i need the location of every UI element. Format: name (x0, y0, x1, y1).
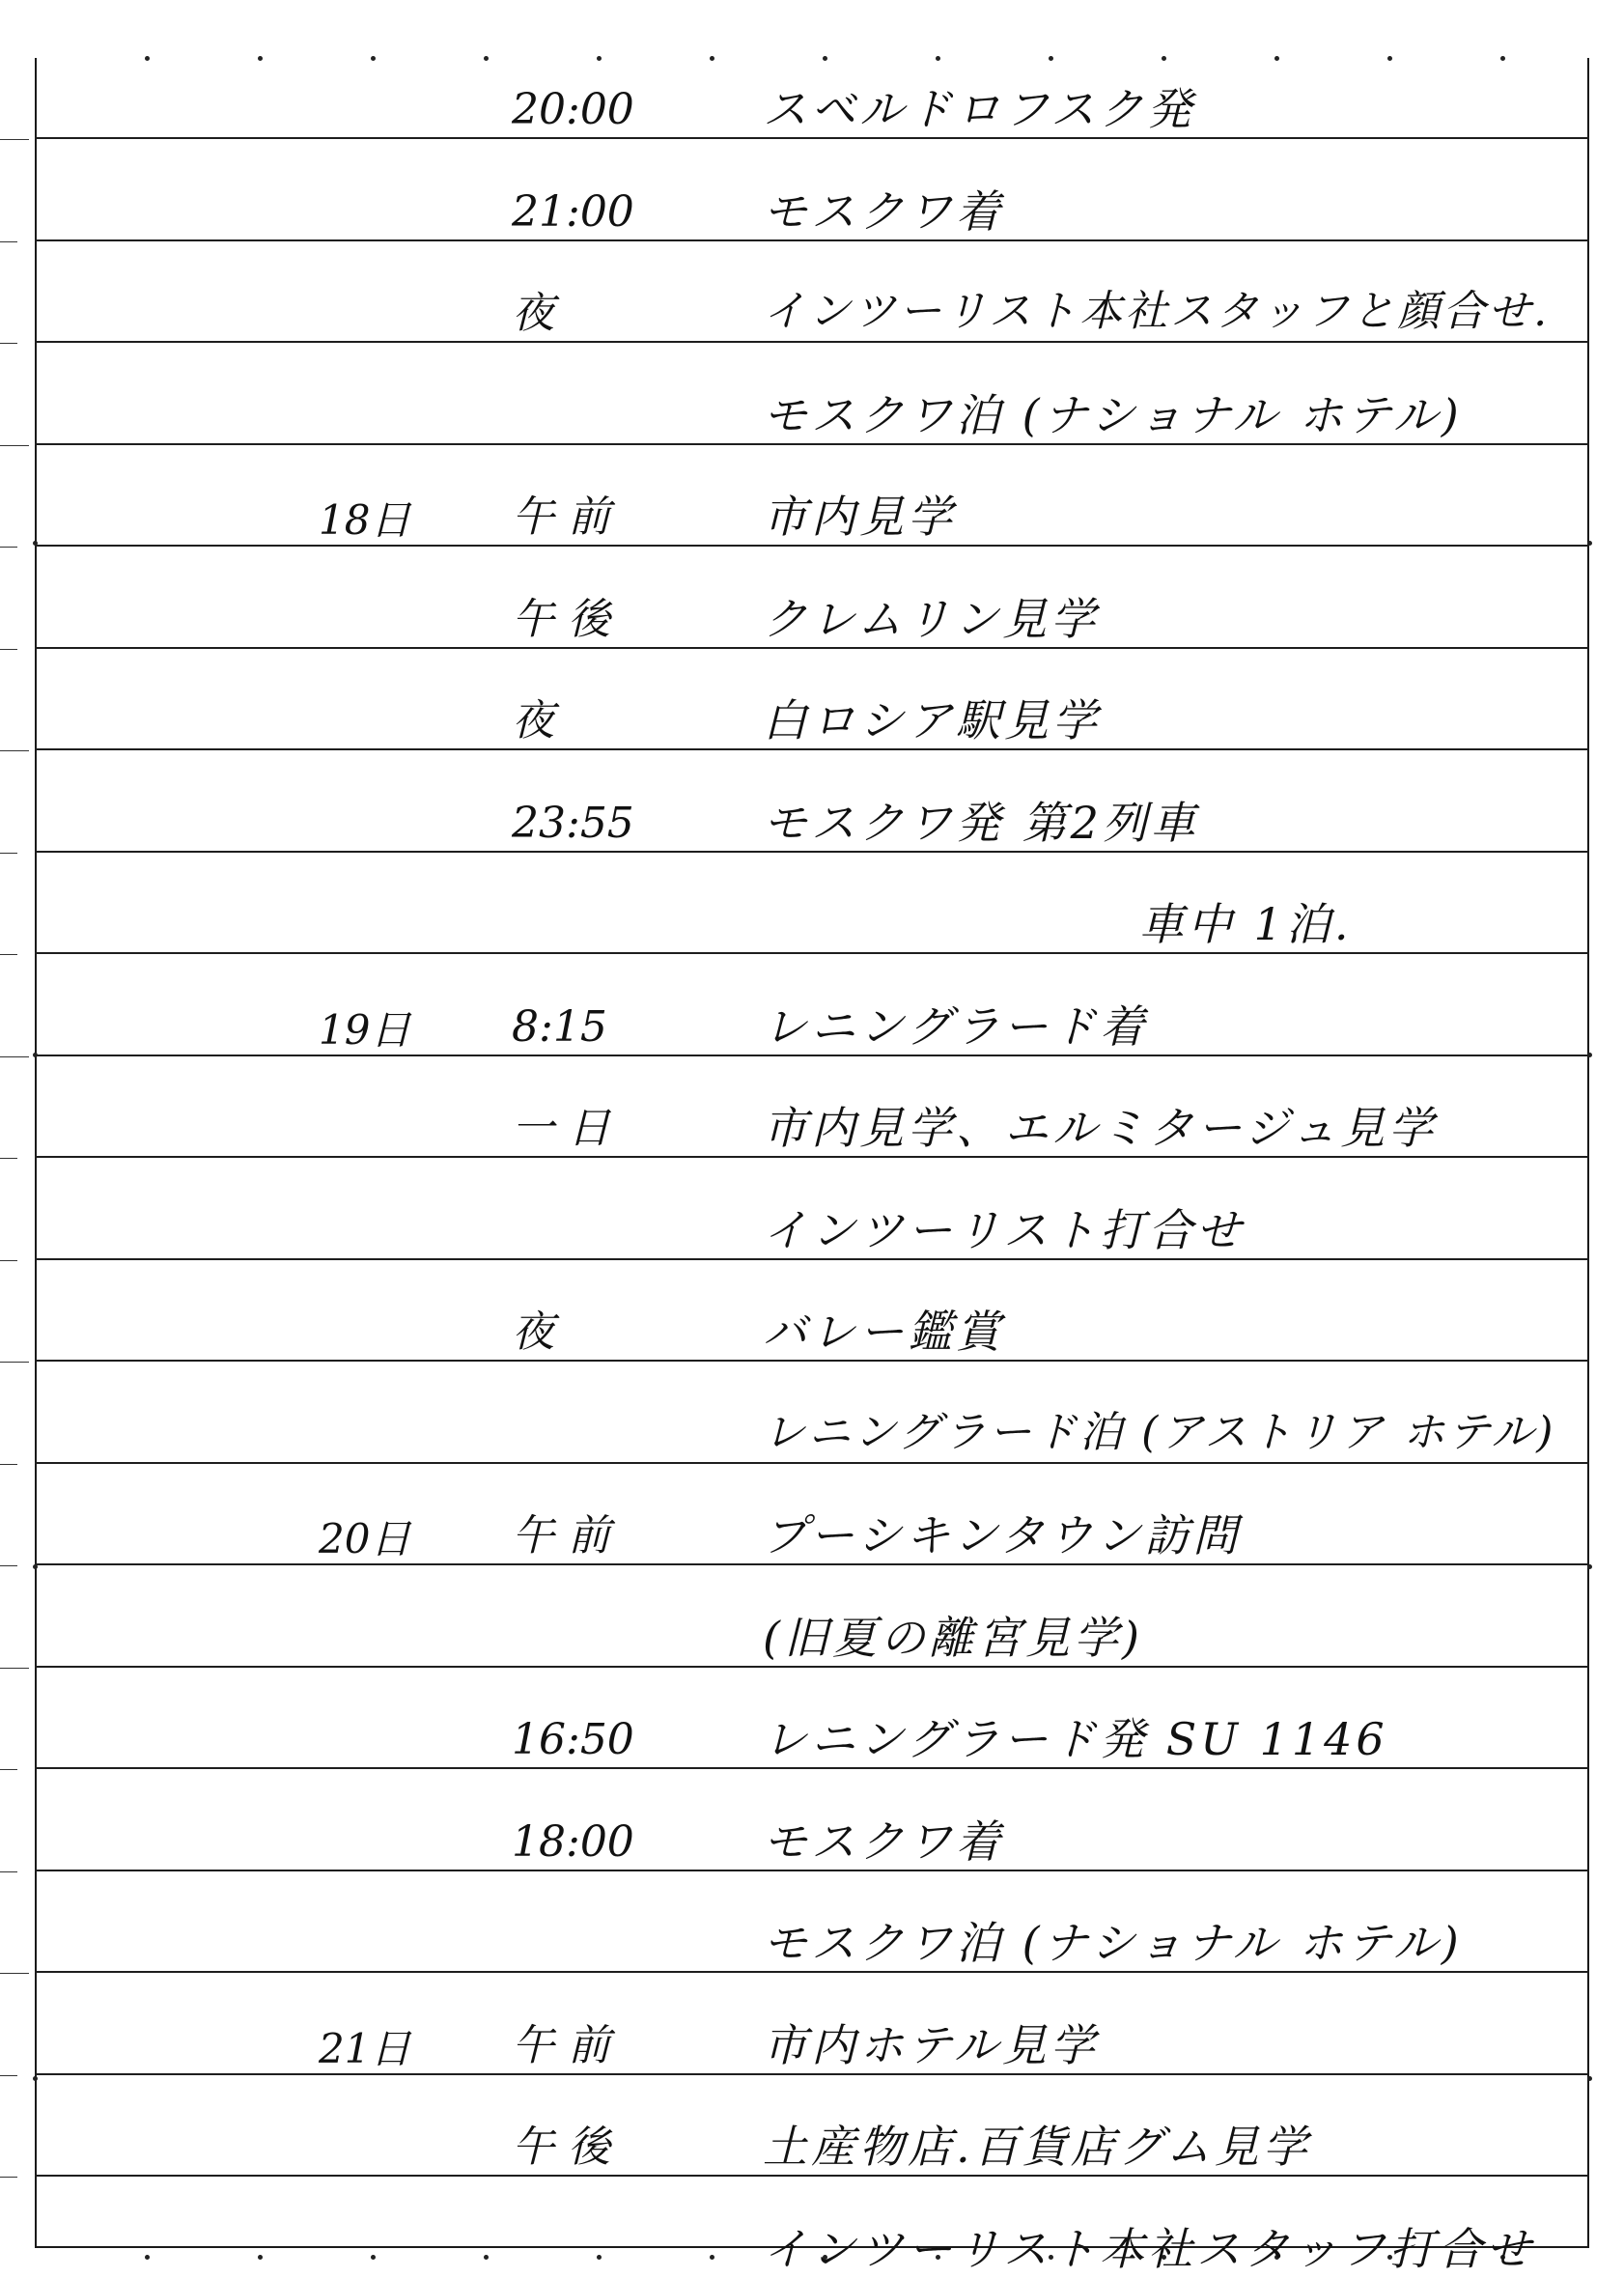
schedule-text: レニングラード着 (763, 999, 1149, 1053)
ruled-line (35, 443, 1589, 445)
ruled-line (35, 2073, 1589, 2075)
schedule-time: 一 日 (512, 1104, 610, 1153)
schedule-time: 夜 (512, 289, 554, 338)
binding-dot (597, 56, 602, 61)
binding-dot (145, 2255, 150, 2260)
schedule-time: 午 前 (512, 492, 610, 542)
ruled-line (35, 952, 1589, 954)
schedule-time: 18:00 (512, 1816, 634, 1867)
margin-mark (0, 1056, 29, 1057)
schedule-time: 午 前 (512, 2020, 610, 2070)
binding-dot (258, 56, 263, 61)
ruled-line (35, 545, 1589, 547)
margin-mark (0, 1260, 17, 1261)
schedule-time: 午 後 (512, 2123, 610, 2172)
schedule-text: バレー鑑賞 (763, 1306, 1004, 1358)
binding-dot (1500, 56, 1505, 61)
margin-mark (0, 750, 29, 751)
binding-dot (710, 56, 714, 61)
ruled-line (35, 1767, 1589, 1769)
margin-mark (0, 241, 17, 242)
margin-mark (0, 1668, 29, 1669)
ruled-line (35, 647, 1589, 649)
margin-mark (0, 1464, 17, 1465)
schedule-date: 20日 (319, 1515, 411, 1562)
ruled-line (35, 1156, 1589, 1158)
binding-dot (258, 2255, 263, 2260)
schedule-time: 夜 (512, 1308, 554, 1357)
ruled-line (35, 1258, 1589, 1260)
binding-dot (597, 2255, 602, 2260)
schedule-text: 白ロシア駅見学 (763, 694, 1101, 746)
schedule-text: スベルドロフスク発 (763, 83, 1196, 135)
schedule-time: 23:55 (512, 798, 634, 848)
margin-mark (0, 445, 29, 446)
margin-mark (0, 1973, 29, 1974)
ruled-line (35, 851, 1589, 853)
margin-mark (0, 954, 17, 955)
ruled-line (35, 341, 1589, 343)
schedule-time: 午 前 (512, 1511, 610, 1561)
binding-dot (371, 56, 376, 61)
binding-dot (710, 2255, 714, 2260)
margin-mark (0, 1769, 17, 1770)
binding-dot (371, 2255, 376, 2260)
binding-dot (484, 2255, 489, 2260)
ruled-line (35, 2175, 1589, 2177)
schedule-text: インツーリスト打合せ (763, 1203, 1246, 1256)
ruled-line (35, 1360, 1589, 1362)
schedule-time: 21:00 (512, 186, 634, 237)
margin-mark (0, 1871, 17, 1872)
schedule-text: モスクワ泊 (ナショナル ホテル) (763, 1917, 1463, 1969)
binding-dot (484, 56, 489, 61)
ruled-line (35, 1462, 1589, 1464)
edge-dot (33, 541, 38, 546)
schedule-time: 16:50 (512, 1715, 634, 1764)
schedule-time: 8:15 (512, 1001, 607, 1052)
edge-dot (1587, 1564, 1592, 1569)
schedule-time: 夜 (512, 696, 554, 745)
schedule-text: 市内見学、エルミタージュ見学 (763, 1102, 1438, 1154)
schedule-text: インツーリスト本社スタッフと顔合せ. (763, 287, 1551, 336)
binding-dot (823, 56, 827, 61)
margin-mark (0, 1158, 17, 1159)
margin-mark (0, 139, 29, 140)
margin-mark (0, 2075, 17, 2076)
binding-dot (1387, 56, 1392, 61)
schedule-text: 市内ホテル見学 (763, 2018, 1099, 2071)
schedule-text: モスクワ着 (763, 1814, 1004, 1868)
margin-mark (0, 343, 17, 344)
schedule-time: 20:00 (512, 85, 634, 134)
margin-mark (0, 1362, 29, 1363)
ruled-line (35, 1055, 1589, 1056)
schedule-text: インツーリスト本社スタッフ打合せ (763, 2222, 1535, 2275)
schedule-text: 車中 1泊. (1139, 898, 1353, 950)
binding-dot (936, 56, 940, 61)
margin-mark (0, 1565, 17, 1566)
edge-dot (33, 1564, 38, 1569)
edge-dot (1587, 2076, 1592, 2081)
ruled-line (35, 239, 1589, 241)
edge-dot (33, 2076, 38, 2081)
ruled-line (35, 137, 1589, 139)
schedule-text: クレムリン見学 (763, 592, 1100, 645)
binding-dot (1162, 56, 1166, 61)
schedule-text: レニングラード発 SU 1146 (763, 1713, 1388, 1765)
schedule-time: 午 後 (512, 594, 610, 644)
schedule-text: 土産物店.百貨店グム見学 (763, 2121, 1311, 2173)
schedule-text: プーシキンタウン訪問 (763, 1509, 1242, 1561)
schedule-text: モスクワ泊 (ナショナル ホテル) (763, 388, 1463, 441)
ruled-line (35, 1666, 1589, 1668)
binding-dot (1049, 56, 1053, 61)
edge-dot (33, 1053, 38, 1057)
margin-mark (0, 2177, 17, 2178)
margin-mark (0, 547, 17, 548)
schedule-date: 19日 (319, 1005, 411, 1054)
ruled-line (35, 748, 1589, 750)
schedule-text: モスクワ発 第2列車 (763, 796, 1199, 849)
margin-mark (0, 649, 17, 650)
binding-dot (1274, 56, 1279, 61)
ruled-line (35, 1971, 1589, 1973)
schedule-text: (旧夏の離宮見学) (763, 1611, 1143, 1664)
binding-dot (145, 56, 150, 61)
edge-dot (1587, 1053, 1592, 1057)
schedule-date: 21日 (319, 2024, 411, 2072)
schedule-text: レニングラード泊 (アストリア ホテル) (763, 1407, 1556, 1457)
schedule-date: 18日 (319, 496, 411, 544)
schedule-text: モスクワ着 (763, 184, 1004, 238)
margin-mark (0, 853, 17, 854)
schedule-text: 市内見学 (763, 491, 956, 543)
ruled-line (35, 1870, 1589, 1871)
ruled-line (35, 1563, 1589, 1565)
edge-dot (1587, 541, 1592, 546)
